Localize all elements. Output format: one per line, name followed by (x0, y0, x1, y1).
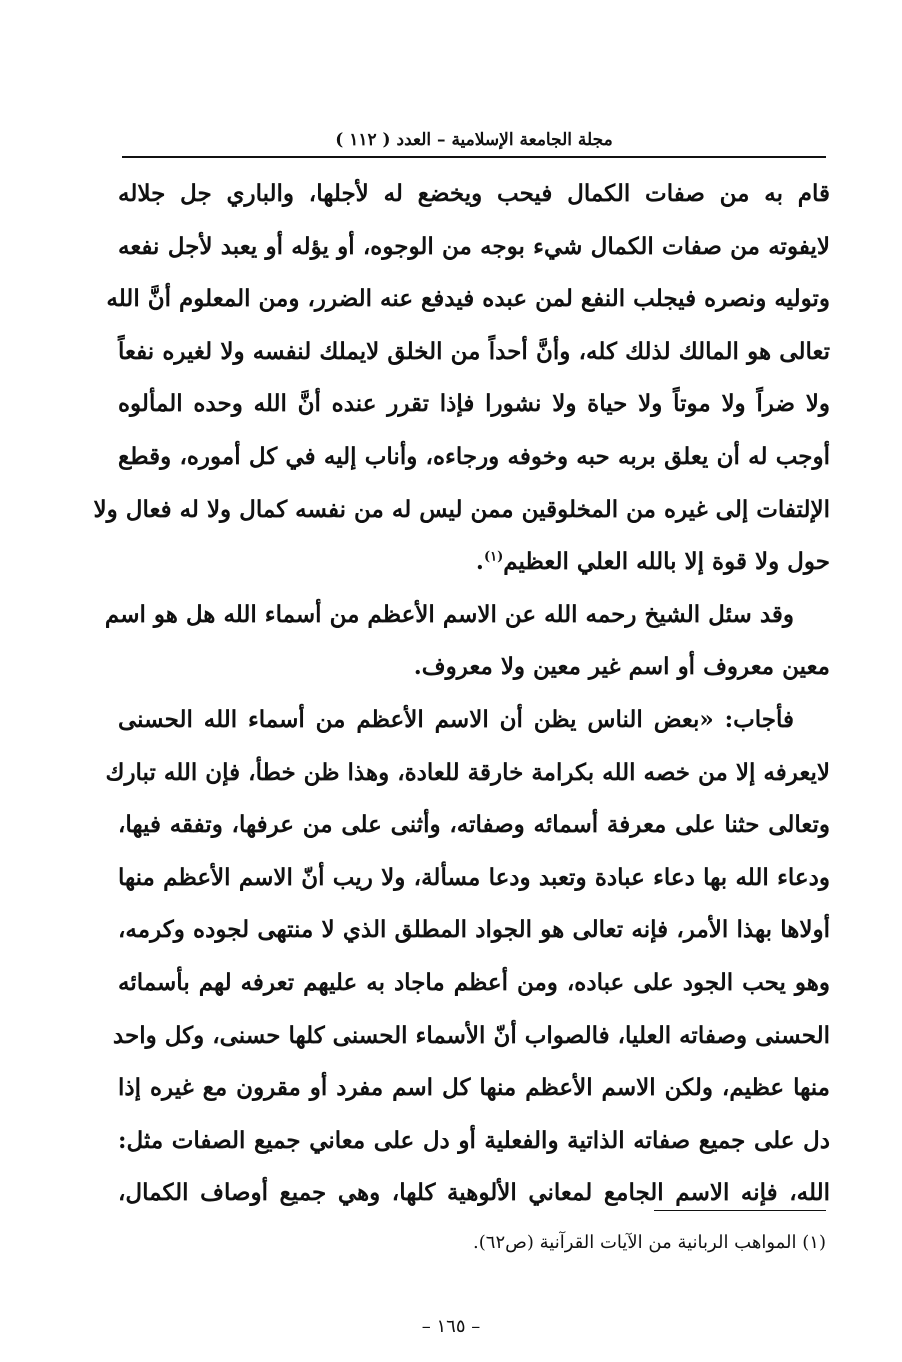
text-line: الحسنى وصفاته العليا، فالصواب أنّ الأسماء الحسنى كلها حسنى، وكل واحد (112, 1021, 830, 1049)
text-line: دل على جميع صفاته الذاتية والفعلية أو دل على معاني جميع الصفات مثل: (118, 1126, 830, 1154)
text-line: حول ولا قوة إلا بالله العلي العظيم (503, 548, 830, 576)
footnote-divider (654, 1210, 826, 1211)
text-line: أوجب له أن يعلق بربه حبه وخوفه ورجاءه، وأناب إليه في كل أموره، وقطع (118, 442, 830, 470)
page-number: – ١٦٥ – (421, 1316, 481, 1337)
text-line: وتعالى حثنا على معرفة أسمائه وصفاته، وأثنى على من عرفها، وتفقه فيها، (118, 811, 830, 839)
header-divider (122, 156, 826, 158)
footnote: (١) المواهب الربانية من الآيات القرآنية (ص٦٢). (473, 1232, 826, 1253)
text-line: معين معروف أو اسم غير معين ولا معروف. (413, 653, 830, 681)
text-line: وقد سئل الشيخ رحمه الله عن الاسم الأعظم من أسماء الله هل هو اسم (104, 600, 794, 628)
text-line: تعالى هو المالك لذلك كله، وأنَّ أحداً من الخلق لايملك لنفسه ولا لغيره نفعاً (118, 337, 830, 365)
sentence-end: . (475, 548, 484, 576)
text-line: منها عظيم، ولكن الاسم الأعظم منها كل اسم مفرد أو مقرون مع غيره إذا (118, 1074, 830, 1102)
running-header: مجلة الجامعة الإسلامية – العدد ( ١١٢ ) (335, 130, 613, 150)
text-line: الإلتفات إلى غيره من المخلوقين ممن ليس له من نفسه كمال ولا له فعال ولا (93, 495, 830, 523)
text-line: فأجاب: «بعض الناس يظن أن الاسم الأعظم من أسماء الله الحسنى (118, 705, 794, 733)
text-line-with-footnote (118, 536, 830, 589)
text-line: قام به من صفات الكمال فيحب ويخضع له لأجلها، والباري جل جلاله (118, 180, 831, 207)
body-text (93, 168, 831, 1220)
text-line: وتوليه ونصره فيجلب النفع لمن عبده فيدفع عنه الضرر، ومن المعلوم أنَّ الله (106, 285, 830, 313)
text-line: أولاها بهذا الأمر، فإنه تعالى هو الجواد المطلق الذي لا منتهى لجوده وكرمه، (118, 916, 830, 944)
text-line: ودعاء الله بها دعاء عبادة وتعبد ودعا مسألة، ولا ريب أنّ الاسم الأعظم منها (118, 863, 830, 891)
text-line: الله، فإنه الاسم الجامع لمعاني الألوهية كلها، وهي جميع أوصاف الكمال، (118, 1179, 830, 1207)
text-line: وهو يحب الجود على عباده، ومن أعظم ماجاد به عليهم تعرفه لهم بأسمائه (118, 968, 830, 996)
text-line: لايفوته من صفات الكمال شيء بوجه من الوجوه، أو يؤله أو يعبد لأجل نفعه (118, 232, 830, 260)
text-line: لايعرفه إلا من خصه الله بكرامة خارقة للعادة، وهذا ظن خطأ، فإن الله تبارك (105, 758, 830, 786)
footnote-reference[interactable]: (١) (483, 549, 504, 565)
text-line: ولا ضراً ولا موتاً ولا حياة ولا نشورا فإذا تقرر عنده أنَّ الله وحده المألوه (118, 390, 830, 418)
